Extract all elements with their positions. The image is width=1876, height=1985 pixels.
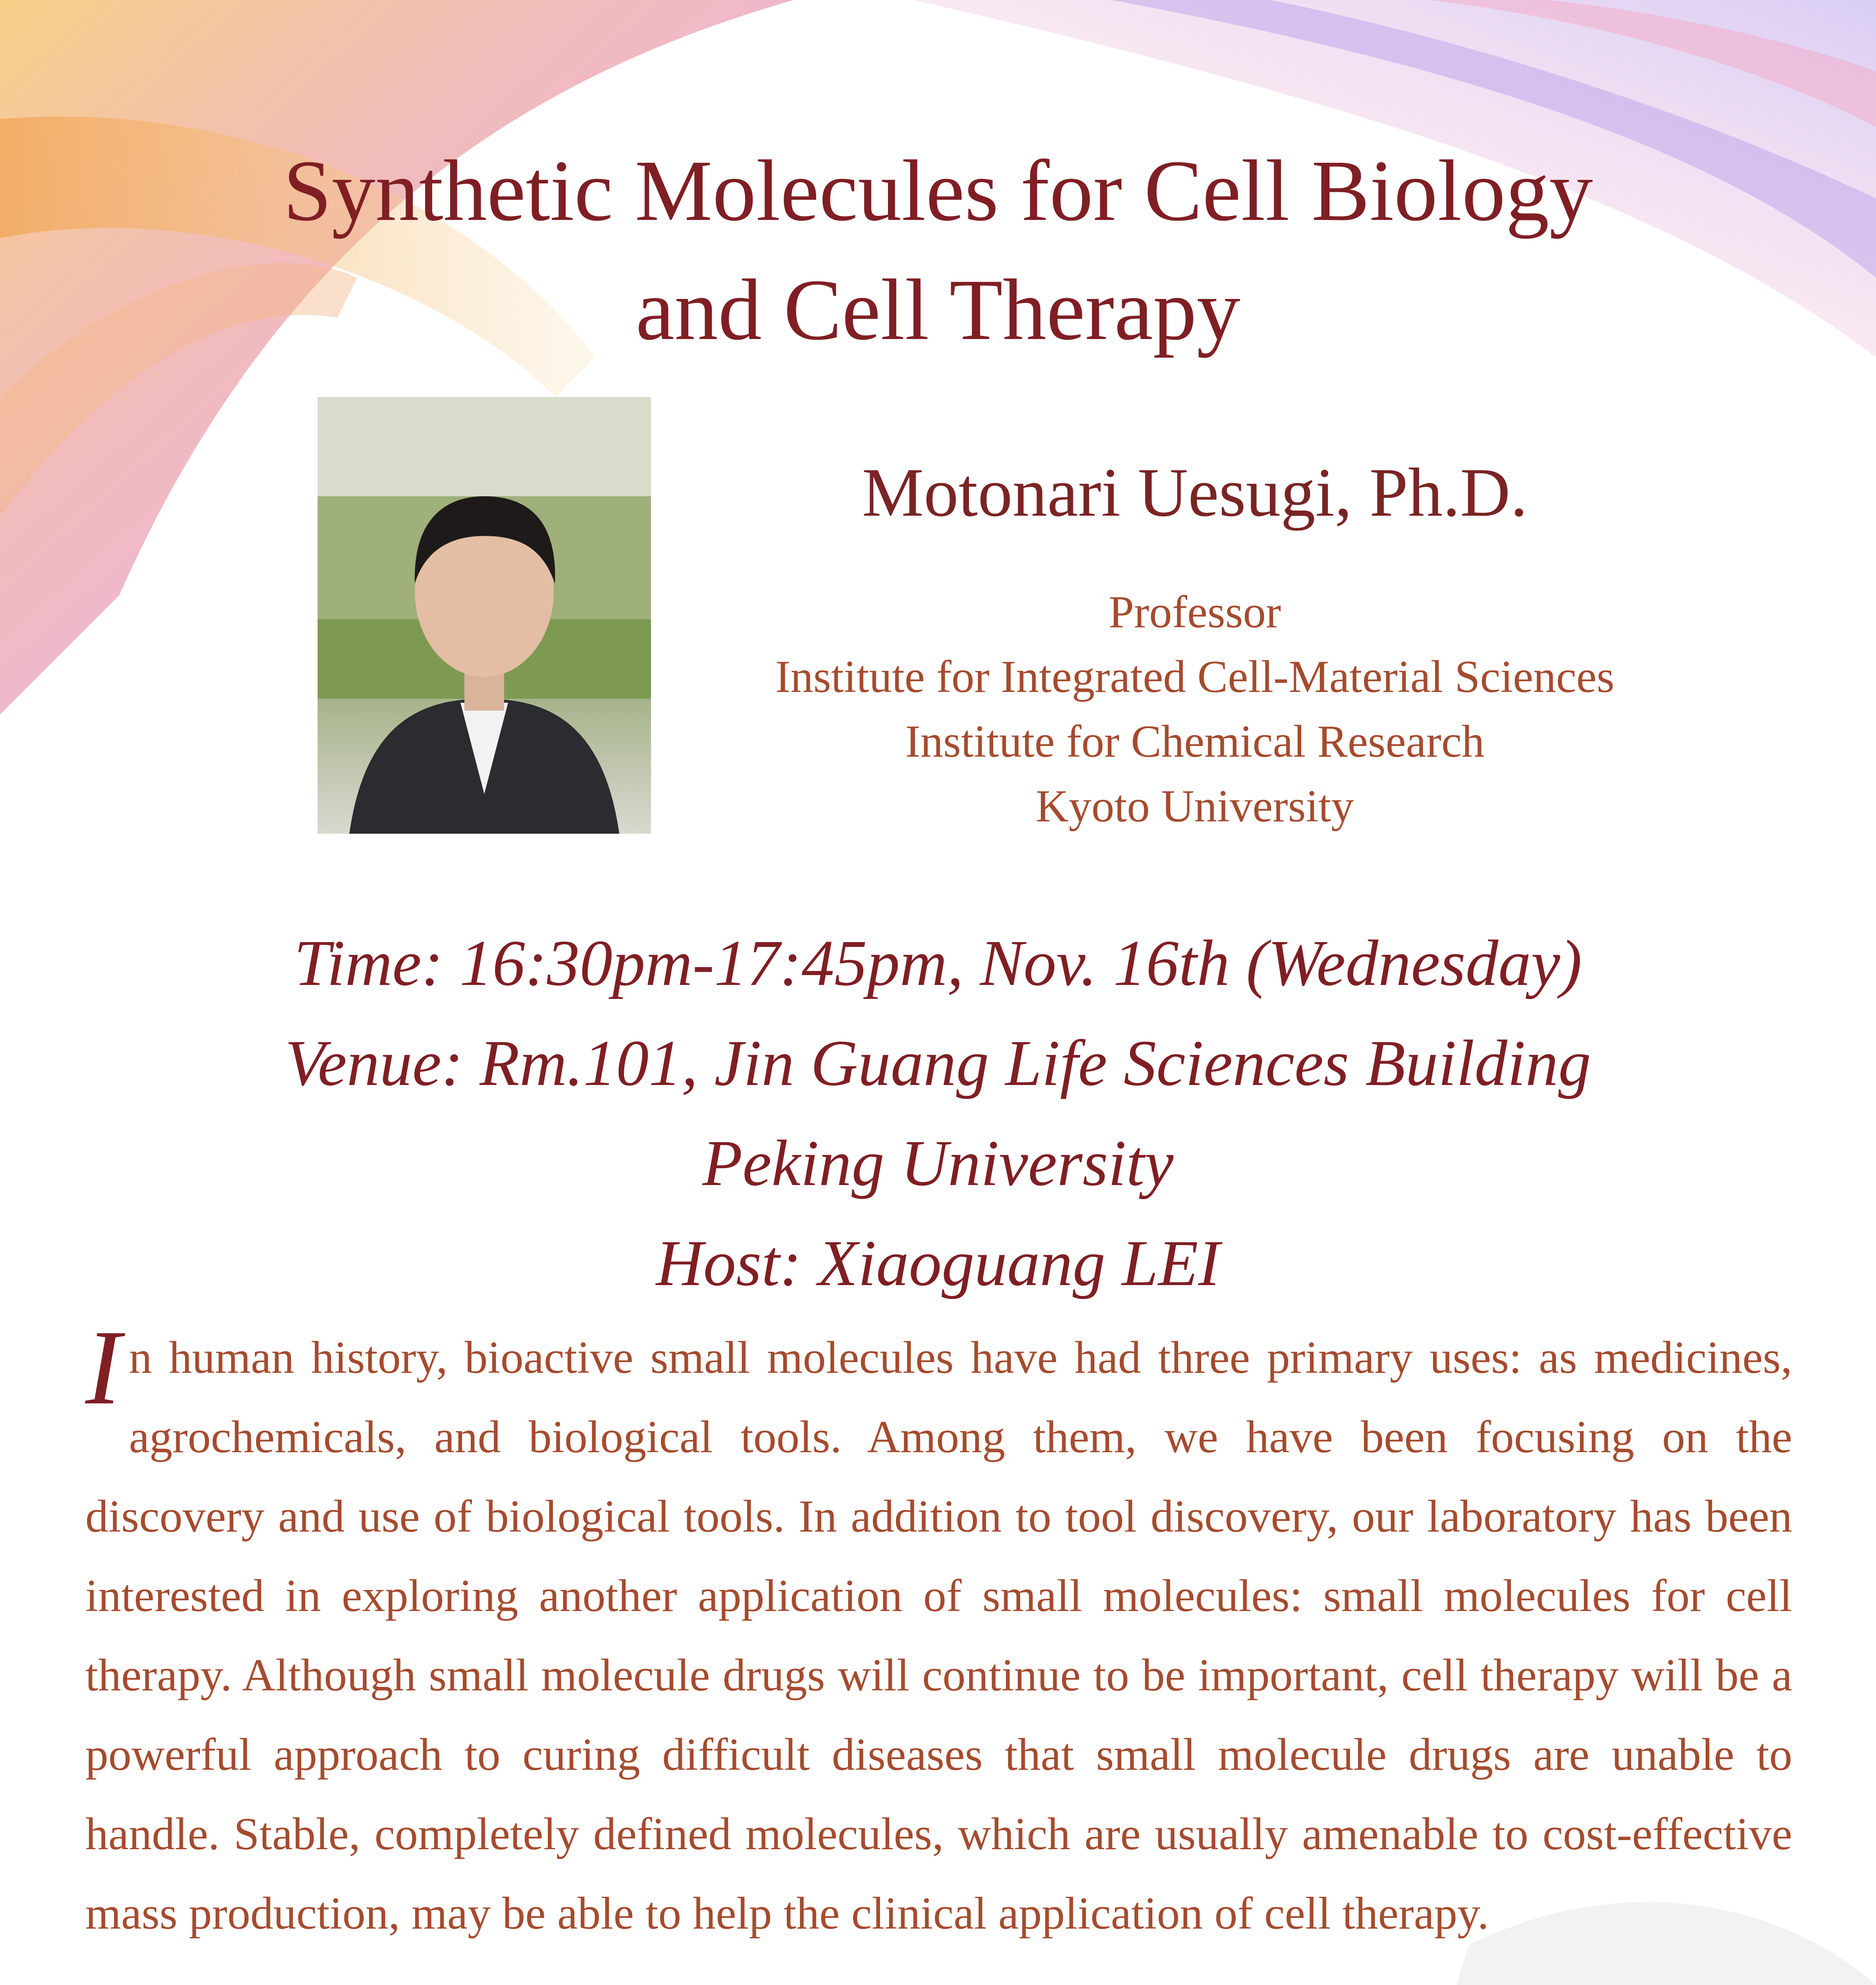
- speaker-portrait-image: [318, 397, 651, 834]
- speaker-name: Motonari Uesugi, Ph.D.: [862, 454, 1528, 531]
- page-title: [0, 131, 1876, 369]
- title-line-1: Synthetic Molecules for Cell Biology: [283, 142, 1593, 239]
- event-host: Host: Xiaoguang LEI: [656, 1227, 1220, 1299]
- affiliation-institute-1: Institute for Integrated Cell-Material Sciences: [775, 651, 1614, 702]
- speaker-affiliations: [738, 580, 1651, 838]
- event-time: Time: 16:30pm-17:45pm, Nov. 16th (Wednesday): [294, 927, 1582, 999]
- abstract: [85, 1308, 1792, 1985]
- drop-cap: I: [85, 1308, 121, 1427]
- abstract-paragraph-1-text: n human history, bioactive small molecules have had three primary uses: as medicines, agrochemicals, and biological tools. Among them, we have been focusing on the discovery and use of biological tools. In addition to tool discovery, our laboratory has been interested in exploring another application of small molecules: small molecules for cell therapy. Although small molecule drugs will continue to be important, cell therapy will be a powerful approach to curing difficult diseases that small molecule drugs are unable to handle. Stable, completely defined molecules, which are usually amenable to cost-effective mass production, may be able to help the clinical application of cell therapy.: [85, 1332, 1792, 1939]
- affiliation-institute-2: Institute for Chemical Research: [905, 716, 1485, 767]
- event-venue: Venue: Rm.101, Jin Guang Life Sciences Building: [285, 1027, 1591, 1099]
- affiliation-university: Kyoto University: [1036, 781, 1354, 831]
- abstract-paragraph-1: [85, 1308, 1792, 1953]
- affiliation-title: Professor: [1108, 587, 1281, 637]
- event-info: [0, 913, 1876, 1313]
- title-line-2: and Cell Therapy: [636, 261, 1240, 358]
- event-venue-university: Peking University: [702, 1127, 1174, 1199]
- speaker-photo: [318, 397, 651, 834]
